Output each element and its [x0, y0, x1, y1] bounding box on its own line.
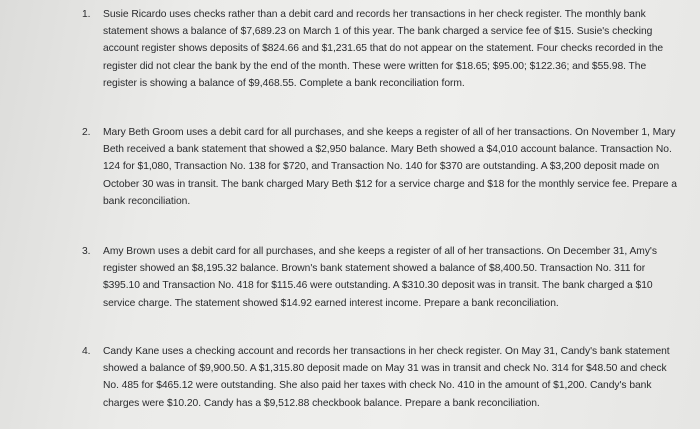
problem-text: Susie Ricardo uses checks rather than a debit card and records her transactions in her check register. The monthly bank statement shows a balance of $7,689.23 on March 1 of this year. The bank charged a service fee of $15. Susie's checking account register shows deposits of $824.66 and $1,231.65 that do not appear on the statement. Four checks recorded in the register did not clear the bank by the end of the month. These were written for $18.65; $95.00; $122.36; and $55.98. The register is showing a balance of $9,468.55. Complete a bank reconciliation form. — [103, 9, 664, 89]
problem-1 — [82, 6, 682, 92]
problem-number: 2. — [82, 127, 91, 138]
problem-text: Candy Kane uses a checking account and records her transactions in her check register. On May 31, Candy's bank statement showed a balance of $9,900.50. A $1,315.80 deposit made on May 31 was in transit and check No. 314 for $48.50 and check No. 485 for $465.12 were outstanding. She also paid her taxes with check No. 410 in the amount of $1,200. Candy's bank charges were $10.20. Candy has a $9,512.88 checkbook balance. Prepare a bank reconciliation. — [103, 346, 670, 409]
problem-3 — [82, 243, 682, 312]
problem-text: Amy Brown uses a debit card for all purchases, and she keeps a register of all of her transactions. On December 31, Amy's register showed an $8,195.32 balance. Brown's bank statement showed a balance of $8,400.50. Transaction No. 311 for $395.10 and Transaction No. 418 for $115.46 were outstanding. A $310.30 deposit was in transit. The bank charged a $10 service charge. The statement showed $14.92 earned interest income. Prepare a bank reconciliation. — [103, 246, 657, 309]
problem-number: 4. — [82, 346, 91, 357]
problem-number: 3. — [82, 246, 91, 257]
problem-4 — [82, 343, 682, 412]
problem-text: Mary Beth Groom uses a debit card for all purchases, and she keeps a register of all of her transactions. On November 1, Mary Beth received a bank statement that showed a $2,950 balance. Mary Beth showed a $4,010 account balance. Transaction No. 124 for $1,080, Transaction No. 138 for $720, and Transaction No. 140 for $370 are outstanding. A $3,200 deposit made on October 30 was in transit. The bank charged Mary Beth $12 for a service charge and $18 for the monthly service fee. Prepare a bank reconciliation. — [103, 127, 677, 207]
problem-2 — [82, 124, 682, 210]
problem-number: 1. — [82, 9, 91, 20]
